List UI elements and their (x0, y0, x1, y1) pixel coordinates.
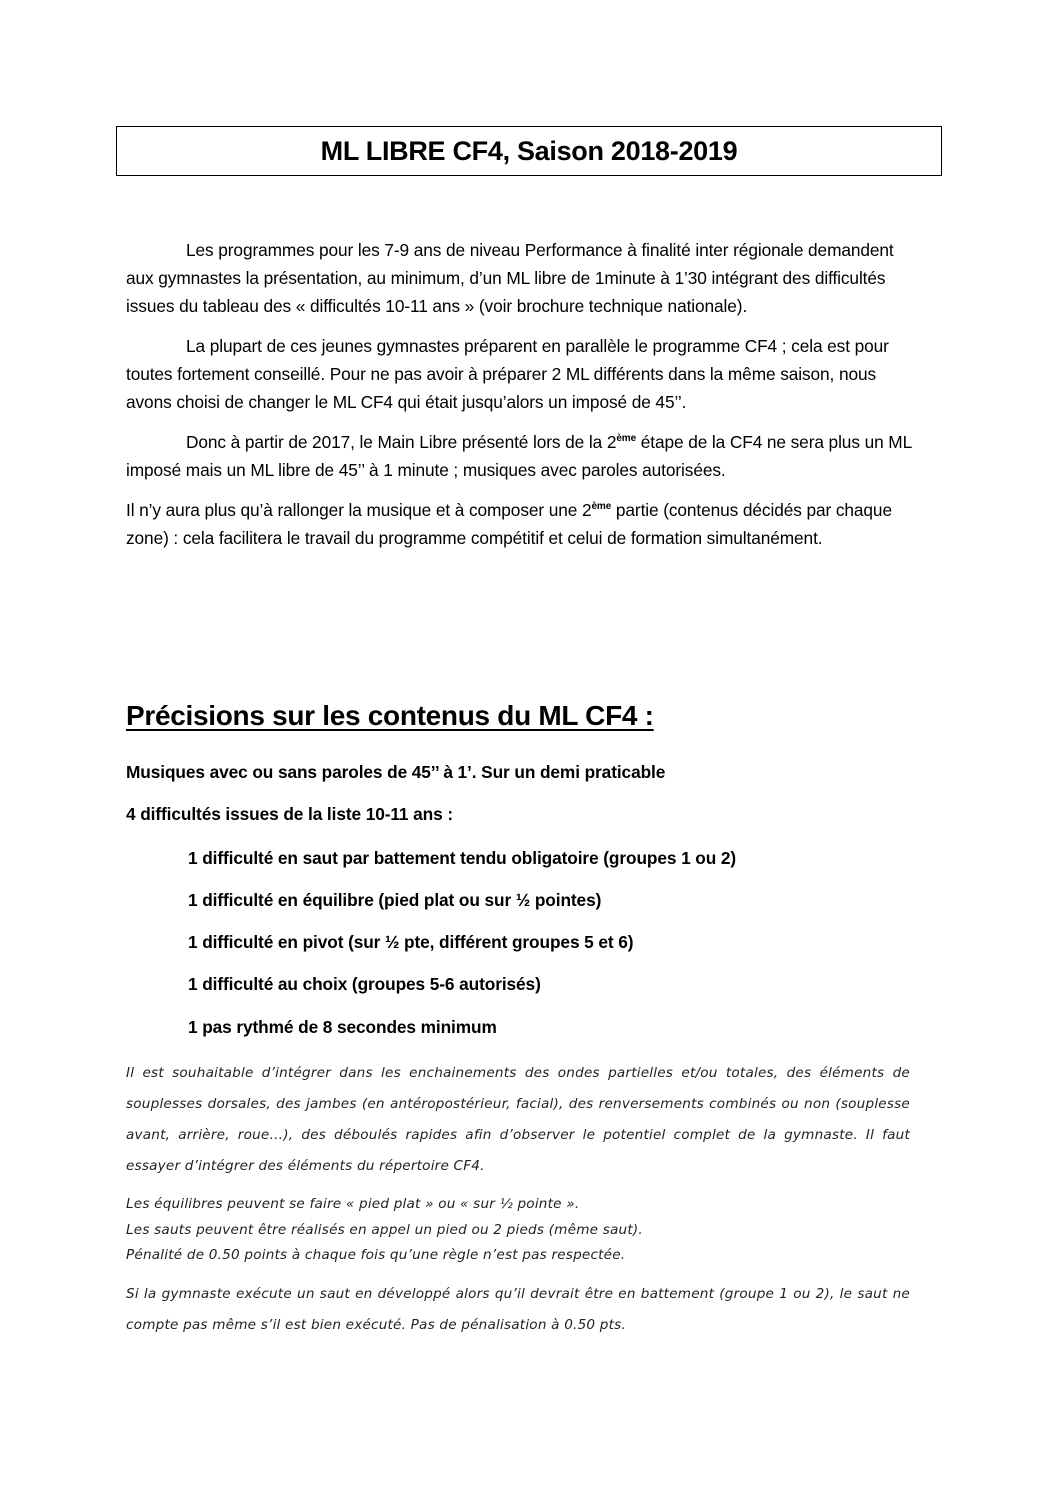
note-paragraph-5: Si la gymnaste exécute un saut en développé alors qu’il devrait être en battement (groupe 1 ou 2), le saut ne compte pas même s’il est bien exécuté. Pas de pénalisation à 0.50 pts. (126, 1285, 910, 1333)
p3-text-start: Donc à partir de 2017, le Main Libre présenté lors de la 2 (186, 432, 617, 452)
difficulty-item: 1 difficulté en équilibre (pied plat ou sur ½ pointes) (188, 890, 602, 910)
note-paragraph-1: Il est souhaitable d’intégrer dans les enchainements des ondes partielles et/ou totales, des éléments de souplesses dorsales, des jambes (en antéropostérieur, facial), des renversements combinés ou non (souplesse avant, arrière, roue…), des déboulés rapides afin d’observer le potentiel complet de la gymnaste. Il faut essayer d’intégrer des éléments du répertoire CF4. (126, 1065, 910, 1174)
p3-text-end: étape de la CF4 ne sera plus un ML imposé mais un ML libre de 45’’ à 1 minute ; musiques avec paroles autorisées. (126, 432, 912, 480)
difficulties-heading: 4 difficultés issues de la liste 10-11 ans : (126, 804, 453, 824)
p3-superscript: ème (616, 433, 637, 444)
p4-text-start: Il n’y aura plus qu’à rallonger la musique et à composer une 2 (126, 500, 592, 520)
notes-section (126, 1058, 910, 1341)
note-line-penalite: Pénalité de 0.50 points à chaque fois qu’une règle n’est pas respectée. (126, 1247, 626, 1263)
difficulty-item: 1 difficulté en saut par battement tendu obligatoire (groupes 1 ou 2) (188, 848, 737, 868)
difficulty-item: 1 difficulté au choix (groupes 5-6 autorisés) (188, 974, 541, 994)
title-box (116, 126, 942, 176)
intro-paragraph-3 (126, 428, 916, 484)
intro-paragraph-2: La plupart de ces jeunes gymnastes préparent en parallèle le programme CF4 ; cela est pour toutes fortement conseillé. Pour ne pas avoir à préparer 2 ML différents dans la même saison, nous avons choisi de changer le ML CF4 qui était jusqu’alors un imposé de 45’’. (126, 336, 889, 412)
page-title: ML LIBRE CF4, Saison 2018-2019 (320, 135, 738, 166)
note-rules-block (126, 1192, 910, 1269)
intro-section (126, 236, 916, 564)
difficulty-item: 1 pas rythmé de 8 secondes minimum (188, 1017, 497, 1037)
music-line: Musiques avec ou sans paroles de 45’’ à 1’. Sur un demi praticable (126, 762, 666, 782)
note-line-equilibres: Les équilibres peuvent se faire « pied plat » ou « sur ½ pointe ». (126, 1196, 580, 1212)
difficulty-item: 1 difficulté en pivot (sur ½ pte, différent groupes 5 et 6) (188, 932, 634, 952)
intro-paragraph-1: Les programmes pour les 7-9 ans de niveau Performance à finalité inter régionale demandent aux gymnastes la présentation, au minimum, d’un ML libre de 1minute à 1’30 intégrant des difficultés issues du tableau des « difficultés 10-11 ans » (voir brochure technique nationale). (126, 240, 894, 316)
p4-text-end: partie (contenus décidés par chaque zone) : cela facilitera le travail du programme compétitif et celui de formation simultanément. (126, 500, 892, 548)
note-line-sauts: Les sauts peuvent être réalisés en appel un pied ou 2 pieds (même saut). (126, 1221, 643, 1238)
section-title: Précisions sur les contenus du ML CF4 : (126, 700, 654, 731)
intro-paragraph-4 (126, 496, 916, 552)
p4-superscript: ème (591, 501, 612, 512)
